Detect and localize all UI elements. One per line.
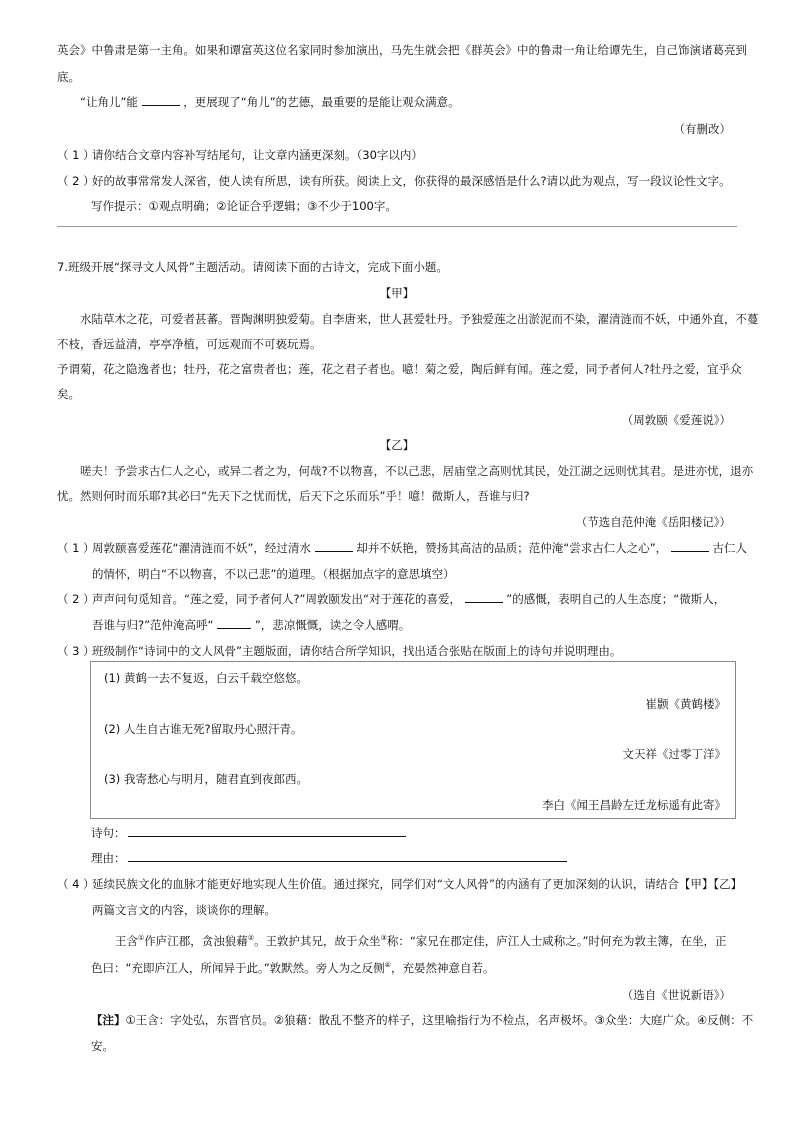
poem-line: (3) 我寄愁心与明月，随君直到夜郎西。 (104, 772, 308, 786)
text-segment: ①王含：字处弘，东晋官员。②狼藉：散乱不整齐的样子，这里喻指行为不检点，名声极坏。③众坐：大庭广众。④反侧：不 (125, 1013, 754, 1027)
annotation-line (91, 1012, 754, 1028)
question-number: （ 3 ） (57, 644, 95, 658)
classical-text-line: 水陆草木之花，可爱者甚蕃。晋陶渊明独爱菊。自李唐来，世人甚爱牡丹。予独爱莲之出淤泥而不染，濯清涟而不妖，中通外直，不蔓 (80, 312, 759, 326)
classical-text-line: 予谓菊，花之隐逸者也；牡丹，花之富贵者也；莲，花之君子者也。噫！菊之爱，陶后鲜有闻。莲之爱，同予者何人?牡丹之爱，宜乎众 (57, 362, 742, 376)
section-label-jia: 【甲】 (379, 286, 415, 300)
footnote-marker: ④ (384, 961, 391, 970)
section-divider (57, 226, 737, 227)
text-segment: ，充晏然神意自若。 (390, 961, 495, 975)
text-segment: 周敦颐喜爱莲花“濯清涟而不妖”，经过清水 (92, 541, 311, 555)
poem-line: (1) 黄鹤一去不复返，白云千载空悠悠。 (104, 671, 308, 685)
passage-line: 英会》中鲁肃是第一主角。如果和谭富英这位名家同时参加演出，马先生就会把《群英会》中的鲁肃一角让给谭先生，自己饰演诸葛亮到 (57, 43, 747, 57)
footnote-marker: ③ (380, 934, 387, 943)
footnote-marker: ② (247, 934, 255, 943)
answer-line-reason[interactable] (128, 861, 567, 862)
text-segment: 古仁人 (712, 541, 747, 555)
question-number: （ 1 ） (57, 148, 95, 162)
answer-label-poem: 诗句： (91, 826, 126, 840)
text-segment: 作庐江郡，贪浊狼藉 (144, 934, 248, 948)
question-number: （ 4 ） (57, 877, 95, 891)
question-number: （ 2 ） (57, 174, 95, 188)
poem-source: 李白《闻王昌龄左迁龙标遥有此寄》 (542, 798, 726, 812)
text-segment: ”，悲凉慨慨，读之令人感喟。 (254, 618, 411, 632)
classical-text-line: 不枝，香远益清，亭亭净植，可远观而不可亵玩焉。 (57, 337, 322, 351)
passage-line: 底。 (57, 70, 80, 84)
question-text: 请你结合文章内容补写结尾句，让文章内涵更深刻。（30字以内） (92, 148, 423, 162)
annotation-line: 安。 (91, 1039, 114, 1053)
passage-line-blank (80, 94, 737, 110)
text-segment: 声声问句觅知音。“莲之爱，同予者何人?”周敦颐发出“对于莲花的喜爱， (92, 592, 461, 606)
source-citation: （节选自范仲淹《岳阳楼记》） (575, 515, 731, 529)
poem-line: (2) 人生自古谁无死?留取丹心照汗青。 (104, 722, 303, 736)
text-segment: ，更展现了“角儿”的艺德，最重要的是能让观众满意。 (183, 95, 460, 109)
text-segment: 却并不妖艳，赞扬其高洁的品质；范仲淹“尝求古仁人之心”， (356, 541, 668, 555)
footnote-marker: ① (138, 934, 145, 943)
question-text: 班级制作“诗词中的文人风骨”主题版面，请你结合所学知识，找出适合张贴在版面上的诗句并说明理由。 (92, 644, 622, 658)
question-number: （ 2 ） (57, 592, 95, 606)
fill-blank[interactable] (465, 591, 503, 603)
fill-blank[interactable] (142, 94, 180, 106)
source-citation: （选自《世说新语》） (621, 988, 731, 1002)
classical-text-line: 忧。然则何时而乐耶?其必曰“先天下之忧而忧，后天下之乐而乐”乎！噫！微斯人，吾谁与归? (57, 489, 530, 503)
writing-tip: 写作提示：①观点明确；②论证合乎逻辑；③不少于100字。 (91, 199, 397, 213)
question-text: 的情怀，明白“不以物喜，不以己悲”的道理。（根据加点字的意思填空） (92, 567, 455, 581)
text-segment: 王含 (115, 934, 138, 948)
question-text: 延续民族文化的血脉才能更好地实现人生价值。通过探究，同学们对“文人风骨”的内涵有了更加深刻的认识，请结合【甲】【乙】 (92, 877, 743, 891)
text-segment: “让角儿”能 (80, 95, 138, 109)
text-segment: 色曰：“充即庐江人，所闻异于此。”敦默然。旁人为之反侧 (91, 961, 385, 975)
extra-passage-line (91, 960, 737, 976)
text-segment: 称：“家兄在郡定佳，庐江人士咸称之。”时何充为敦主簿，在坐，正 (386, 934, 727, 948)
section-label-yi: 【乙】 (379, 438, 415, 452)
fill-blank[interactable] (671, 540, 709, 552)
answer-line-poem[interactable] (128, 836, 406, 837)
text-segment: 。王敦护其兄，故于众坐 (254, 934, 381, 948)
question-title: 7.班级开展“探寻文人风骨”主题活动。请阅读下面的古诗文，完成下面小题。 (57, 260, 448, 274)
extra-passage-line (115, 933, 737, 949)
annotation-label: 【注】 (91, 1013, 126, 1027)
poem-source: 文天祥《过零丁洋》 (622, 747, 726, 761)
answer-label-reason: 理由： (91, 851, 126, 865)
classical-text-line: 嗟夫！予尝求古仁人之心，或异二者之为，何哉?不以物喜，不以己悲，居庙堂之高则忧其民，处江湖之远则忧其君。是进亦忧，退亦 (80, 464, 754, 478)
question-text: 两篇文言文的内容，谈谈你的理解。 (92, 903, 276, 917)
question-text: 好的故事常常发人深省，使人读有所思，读有所获。阅读上文，你获得的最深感悟是什么?请以此为观点，写一段议论性文字。 (92, 174, 731, 188)
fill-blank[interactable] (217, 617, 251, 629)
source-citation: （周敦颐《爱莲说》） (621, 413, 731, 427)
question-text (92, 591, 737, 607)
text-segment: ”的感慨，表明自己的人生态度；“微斯人， (506, 592, 726, 606)
text-segment: 吾谁与归?”范仲淹高呼“ (92, 618, 214, 632)
poem-source: 崔颢《黄鹤楼》 (645, 697, 726, 711)
question-text (92, 540, 747, 556)
classical-text-line: 矣。 (57, 387, 80, 401)
source-note: （有删改） (673, 122, 731, 136)
question-number: （ 1 ） (57, 541, 95, 555)
question-text (92, 617, 737, 633)
fill-blank[interactable] (315, 540, 353, 552)
